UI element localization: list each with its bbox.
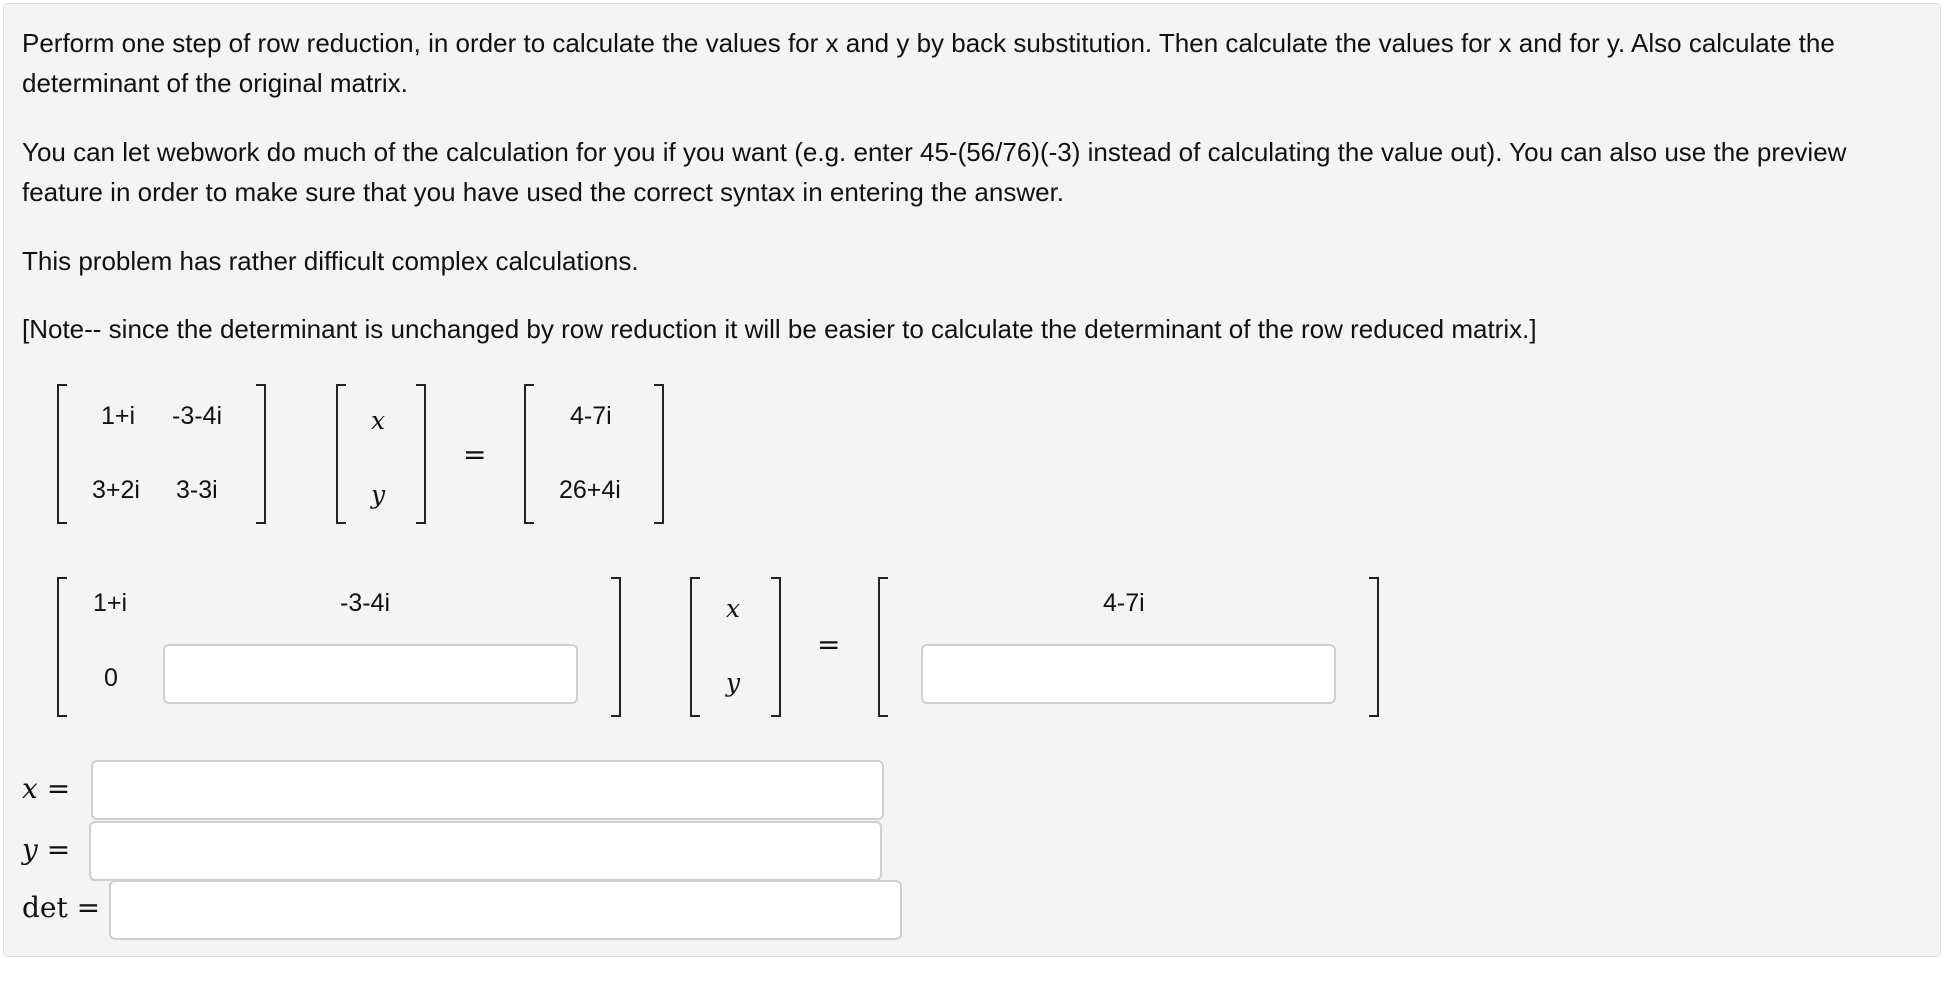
- instruction-paragraph-1: Perform one step of row reduction, in order to calculate the values for x and y by back substitution. Then calculate the values for x and for y. Also calculate the determinant of the original matrix.: [22, 28, 1835, 98]
- reduced-matrix-left-bracket: [57, 577, 67, 717]
- x-label: x =: [22, 772, 71, 805]
- rhs-b2: 26+4i: [559, 476, 621, 504]
- equals-sign: =: [463, 438, 487, 471]
- matrix-cell-a21: 3+2i: [92, 476, 140, 504]
- reduced-cell-a21: 0: [104, 664, 118, 692]
- x-answer-input[interactable]: [91, 760, 884, 820]
- vector-right-bracket: [416, 384, 426, 524]
- reduced-equals-sign: =: [817, 628, 841, 661]
- det-label: det =: [22, 891, 101, 924]
- variable-y: y: [371, 480, 386, 509]
- vector-left-bracket: [336, 384, 346, 524]
- variable-x: x: [371, 406, 386, 435]
- matrix-right-bracket: [256, 384, 266, 524]
- matrix-cell-a12: -3-4i: [172, 402, 223, 430]
- reduced-rhs-left-bracket: [878, 577, 888, 717]
- instruction-paragraph-3: This problem has rather difficult complex calculations.: [22, 246, 639, 276]
- reduced-variable-y: y: [726, 668, 741, 697]
- reduced-rhs-right-bracket: [1369, 577, 1379, 717]
- reduced-rhs-b1: 4-7i: [1103, 589, 1145, 617]
- rhs-b1: 4-7i: [570, 402, 612, 430]
- matrix-left-bracket: [57, 384, 67, 524]
- problem-panel: [3, 3, 1941, 957]
- instruction-paragraph-2: You can let webwork do much of the calculation for you if you want (e.g. enter 45-(56/76)(-3) instead of calculating the value out). You can also use the preview feature in order to make sure that you have used the correct syntax in entering the answer.: [22, 137, 1847, 207]
- matrix-cell-a22: 3-3i: [176, 476, 218, 504]
- reduced-vector-left-bracket: [690, 577, 700, 717]
- y-answer-input[interactable]: [89, 821, 882, 881]
- instruction-note: [Note-- since the determinant is unchanged by row reduction it will be easier to calculate the determinant of the row reduced matrix.]: [22, 314, 1537, 344]
- reduced-b2-input[interactable]: [921, 644, 1336, 704]
- reduced-cell-a11: 1+i: [93, 589, 128, 617]
- reduced-cell-a12: -3-4i: [340, 589, 391, 617]
- det-answer-input[interactable]: [109, 880, 902, 940]
- rhs-left-bracket: [524, 384, 534, 524]
- matrix-cell-a11: 1+i: [101, 402, 136, 430]
- rhs-right-bracket: [654, 384, 664, 524]
- reduced-a22-input[interactable]: [163, 644, 578, 704]
- y-label: y =: [22, 833, 71, 866]
- reduced-variable-x: x: [726, 594, 741, 623]
- reduced-matrix-right-bracket: [611, 577, 621, 717]
- reduced-vector-right-bracket: [771, 577, 781, 717]
